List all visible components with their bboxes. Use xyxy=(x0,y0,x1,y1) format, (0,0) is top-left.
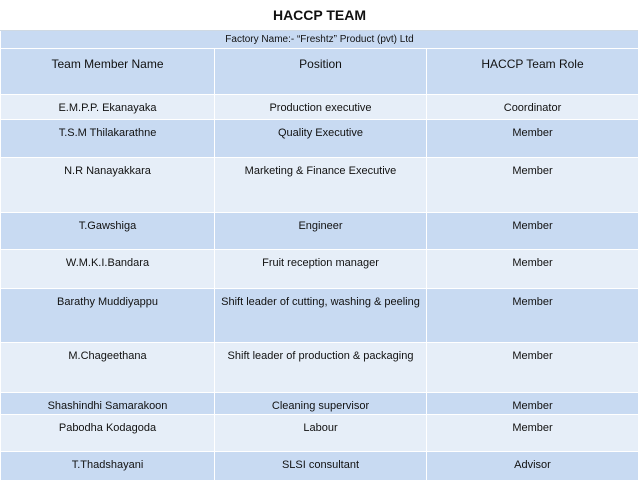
member-role: Advisor xyxy=(427,452,638,481)
member-name: M.Chageethana xyxy=(1,343,215,393)
member-name: T.Thadshayani xyxy=(1,452,215,481)
member-name: N.R Nanayakkara xyxy=(1,158,215,213)
member-position: Quality Executive xyxy=(215,120,427,158)
member-name: E.M.P.P. Ekanayaka xyxy=(1,95,215,120)
table-row xyxy=(1,452,638,481)
member-role: Member xyxy=(427,213,638,250)
table-row xyxy=(1,250,638,289)
member-role: Member xyxy=(427,250,638,289)
table-row xyxy=(1,213,638,250)
member-role: Member xyxy=(427,289,638,343)
member-position: Cleaning supervisor xyxy=(215,393,427,415)
member-role: Member xyxy=(427,120,638,158)
member-position: Marketing & Finance Executive xyxy=(215,158,427,213)
member-name: W.M.K.I.Bandara xyxy=(1,250,215,289)
member-position: Fruit reception manager xyxy=(215,250,427,289)
table-row xyxy=(1,393,638,415)
member-name: T.Gawshiga xyxy=(1,213,215,250)
member-role: Member xyxy=(427,393,638,415)
member-position: Shift leader of cutting, washing & peeling xyxy=(215,289,427,343)
member-role: Member xyxy=(427,415,638,452)
column-header-role: HACCP Team Role xyxy=(427,49,638,95)
table-row xyxy=(1,158,638,213)
header-row xyxy=(1,49,638,95)
member-name: T.S.M Thilakarathne xyxy=(1,120,215,158)
member-role: Coordinator xyxy=(427,95,638,120)
table-row xyxy=(1,95,638,120)
table-row xyxy=(1,415,638,452)
member-name: Barathy Muddiyappu xyxy=(1,289,215,343)
factory-row xyxy=(1,31,638,49)
member-name: Pabodha Kodagoda xyxy=(1,415,215,452)
member-position: Production executive xyxy=(215,95,427,120)
member-name: Shashindhi Samarakoon xyxy=(1,393,215,415)
member-position: Labour xyxy=(215,415,427,452)
factory-name: Factory Name:- “Freshtz” Product (pvt) Ltd xyxy=(1,31,638,49)
table-row xyxy=(1,289,638,343)
table-row xyxy=(1,120,638,158)
member-position: SLSI consultant xyxy=(215,452,427,481)
title-row xyxy=(1,1,638,31)
member-role: Member xyxy=(427,158,638,213)
member-position: Shift leader of production & packaging xyxy=(215,343,427,393)
column-header-position: Position xyxy=(215,49,427,95)
member-position: Engineer xyxy=(215,213,427,250)
table-title: HACCP TEAM xyxy=(1,1,638,31)
column-header-name: Team Member Name xyxy=(1,49,215,95)
member-role: Member xyxy=(427,343,638,393)
table-row xyxy=(1,343,638,393)
